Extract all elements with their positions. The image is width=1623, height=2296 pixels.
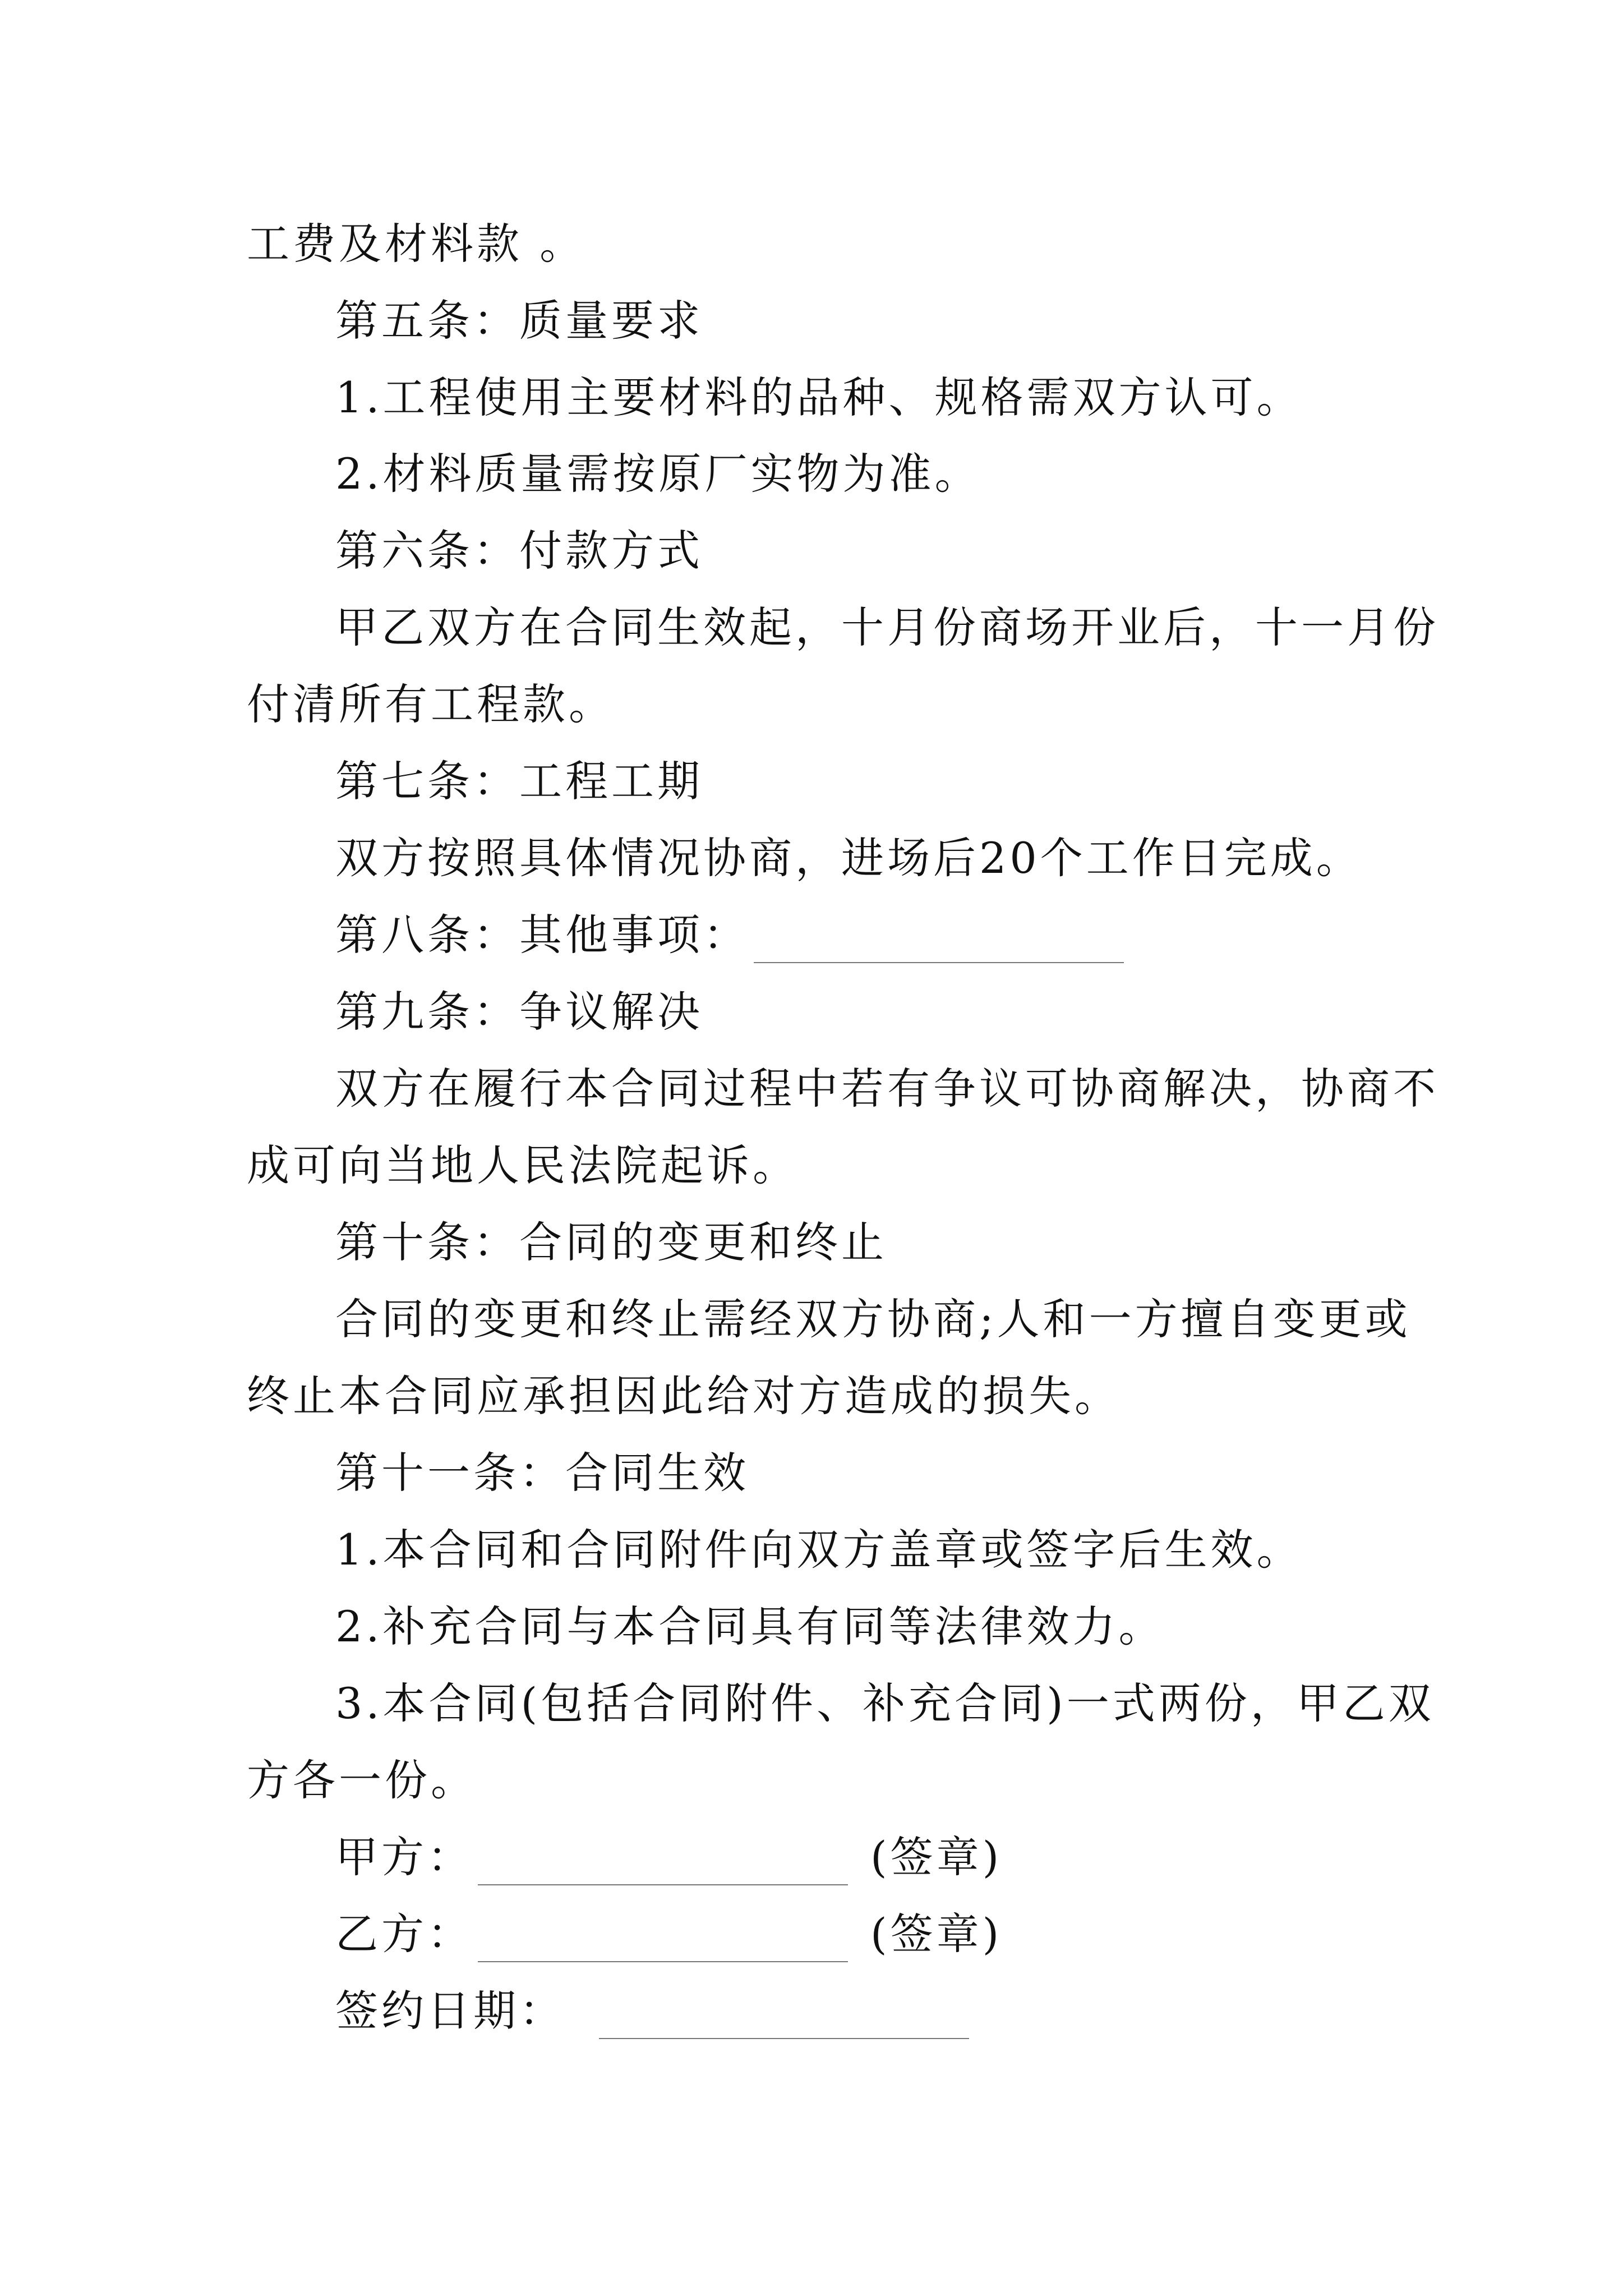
party-b-seal-note: (签章) bbox=[870, 1909, 1003, 1959]
paragraph-line: 付清所有工程款。 bbox=[247, 679, 615, 729]
party-a-label: 甲方： bbox=[335, 1832, 473, 1882]
party-b-blank bbox=[478, 1922, 848, 1962]
list-item: 2.材料质量需按原厂实物为准。 bbox=[335, 449, 981, 499]
signing-date-blank bbox=[599, 1999, 969, 2039]
paragraph-line: 方各一份。 bbox=[247, 1755, 477, 1805]
paragraph-line: 双方按照具体情况协商，进场后20个工作日完成。 bbox=[335, 833, 1362, 883]
paragraph-line: 成可向当地人民法院起诉。 bbox=[247, 1140, 799, 1190]
list-item: 1.本合同和合同附件向双方盖章或签字后生效。 bbox=[335, 1525, 1303, 1575]
party-a-seal-note: (签章) bbox=[870, 1832, 1003, 1882]
paragraph-line: 甲乙双方在合同生效起，十月份商场开业后，十一月份 bbox=[335, 602, 1439, 652]
list-item: 3.本合同(包括合同附件、补充合同)一式两份，甲乙双 bbox=[335, 1678, 1435, 1728]
section-heading: 第九条：争议解决 bbox=[335, 987, 703, 1037]
section-heading: 第七条：工程工期 bbox=[335, 756, 703, 806]
section-heading: 第十一条：合同生效 bbox=[335, 1448, 749, 1498]
paragraph-line: 工费及材料款 。 bbox=[247, 219, 586, 269]
section-heading: 第六条：付款方式 bbox=[335, 526, 703, 576]
other-matters-blank bbox=[754, 923, 1124, 963]
party-a-blank bbox=[478, 1845, 848, 1885]
signing-date-line bbox=[335, 1983, 969, 2039]
signing-date-label: 签约日期： bbox=[335, 1986, 565, 2036]
paragraph-line: 终止本合同应承担因此给对方造成的损失。 bbox=[247, 1371, 1121, 1421]
list-item: 2.补充合同与本合同具有同等法律效力。 bbox=[335, 1602, 1165, 1651]
paragraph-line: 双方在履行本合同过程中若有争议可协商解决，协商不 bbox=[335, 1064, 1439, 1114]
party-a-signature-line bbox=[335, 1829, 1002, 1885]
party-b-label: 乙方： bbox=[335, 1909, 473, 1959]
section-heading: 第五条：质量要求 bbox=[335, 296, 703, 346]
section-heading: 第十条：合同的变更和终止 bbox=[335, 1217, 887, 1267]
list-item: 1.工程使用主要材料的品种、规格需双方认可。 bbox=[335, 372, 1303, 422]
paragraph-line: 合同的变更和终止需经双方协商;人和一方擅自变更或 bbox=[335, 1294, 1411, 1344]
section-heading-with-blank bbox=[335, 907, 1124, 963]
party-b-signature-line bbox=[335, 1906, 1002, 1962]
other-matters-label: 第八条：其他事项： bbox=[335, 910, 749, 960]
